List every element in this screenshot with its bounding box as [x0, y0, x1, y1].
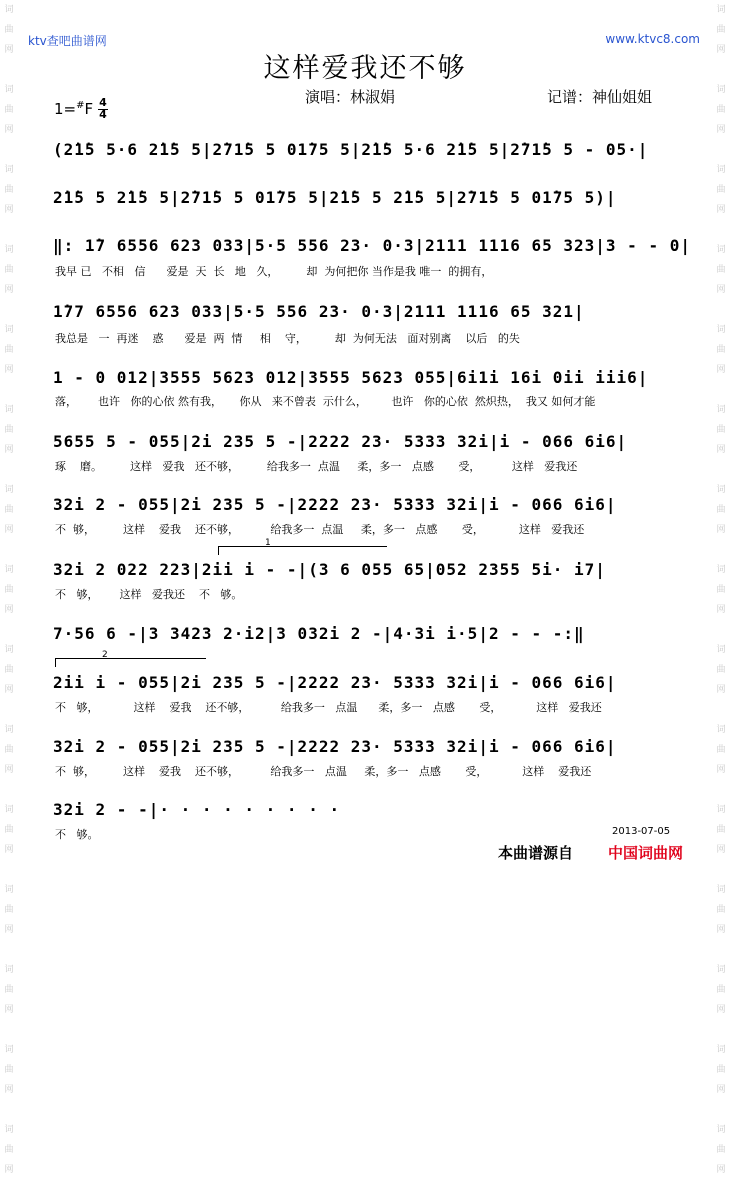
first-ending-number: 1 — [265, 538, 271, 548]
watermark-left: 词 曲 网 词 曲 网 词 曲 网 词 曲 网 词 曲 网 词 曲 网 词 曲 网 词 曲 网 词 曲 网 词 曲 网 词 曲 网 词 曲 网 词 曲 网 词 曲 网 词 曲 网 — [4, 5, 14, 1175]
lyrics-row-3: 我早 已 不相 信 爱是 天 长 地 久， 却 为何把你 当作是我 唯一 的拥有， — [55, 265, 493, 278]
header-site-left[interactable]: ktv查吧曲谱网 — [28, 34, 107, 48]
date-stamp: 2013-07-05 — [612, 826, 671, 837]
lyrics-row-5: 落， 也许 你的心依 然有我， 你从 来不曾表 示什么， 也许 你的心依 然炽热， 我又 如何才能 — [55, 395, 596, 408]
lyrics-row-4: 我总是 一 再迷 惑 爱是 两 情 相 守， 却 为何无法 面对别离 以后 的失 — [55, 332, 520, 345]
song-title: 这样爱我还不够 — [263, 53, 467, 84]
notation-row-1: (2̇1̇5 5·6 2̇1̇5 5|2̇71̇5 5 01̇75 5|2̇1̇5 5·6 2̇1̇5 5|2̇71̇5 5 - 05·| — [53, 140, 649, 159]
lyrics-row-11: 不 够， 这样 爱我 还不够， 给我多一 点温 柔，多一 点感 受， 这样 爱我还 — [55, 765, 592, 778]
lyrics-row-6: 琢 磨。 这样 爱我 还不够， 给我多一 点温 柔，多一 点感 受， 这样 爱我还 — [55, 460, 578, 473]
key-label: 1= — [54, 100, 77, 118]
key-note: F — [84, 100, 94, 118]
notation-row-6: 5655 5 - 055|2i 235 5 -|2222 23· 5333 32i|i - 066 6i6| — [53, 432, 628, 451]
notation-row-9: 7·56 6 -|3 3423 2·i2|3 032i 2 -|4·3i i·5|2 - - -:‖ — [53, 624, 585, 643]
notation-row-7: 32i 2 - 055|2i 235 5 -|2222 23· 5333 32i|i - 066 6i6| — [53, 495, 617, 514]
lyrics-row-8: 不 够， 这样 爱我还 不 够。 — [55, 588, 243, 601]
key-signature — [54, 100, 93, 118]
notation-row-2: 2̇1̇5 5 2̇1̇5 5|2̇71̇5 5 01̇75 5|2̇1̇5 5 2̇1̇5 5|2̇71̇5 5 01̇75 5)| — [53, 188, 617, 207]
lyrics-row-10: 不 够， 这样 爱我 还不够， 给我多一 点温 柔，多一 点感 受， 这样 爱我还 — [55, 701, 602, 714]
time-signature — [98, 98, 108, 120]
singer-credit: 演唱：林淑娟 — [305, 88, 396, 106]
notation-row-11: 32i 2 - 055|2i 235 5 -|2222 23· 5333 32i|i - 066 6i6| — [53, 737, 617, 756]
time-top: 4 — [99, 96, 107, 109]
watermark-right: 词 曲 网 词 曲 网 词 曲 网 词 曲 网 词 曲 网 词 曲 网 词 曲 网 词 曲 网 词 曲 网 词 曲 网 词 曲 网 词 曲 网 词 曲 网 词 曲 网 词 曲 网 — [716, 5, 726, 1175]
notation-row-5: 1 - 0 012|3555 5623 012|3555 5623 055|6i1i 16i 0ii iii6| — [53, 368, 649, 387]
first-ending-bracket — [218, 538, 387, 555]
source-label: 本曲谱源自 — [498, 844, 574, 862]
time-bottom: 4 — [99, 108, 107, 121]
header-site-right[interactable]: www.ktvc8.com — [605, 32, 700, 46]
notation-row-3: ‖: 1̇7 6556 623 033|5·5 556 23· 0·3|2111 1116 65 323|3 - - 0| — [53, 236, 691, 255]
notation-row-12: 32i 2 - -|· · · · · · · · · — [53, 800, 341, 819]
sharp-sign: # — [76, 100, 85, 111]
second-ending-bracket — [55, 650, 206, 667]
second-ending-number: 2 — [102, 650, 108, 660]
notation-row-8: 32i 2 022 223|2ii i - -|(3 6 055 65|052 2355 5i· i7| — [53, 560, 606, 579]
lyrics-row-7: 不 够， 这样 爱我 还不够， 给我多一 点温 柔，多一 点感 受， 这样 爱我还 — [55, 523, 585, 536]
notation-row-10: 2ii i - 055|2i 235 5 -|2222 23· 5333 32i|i - 066 6i6| — [53, 673, 617, 692]
transcriber-credit: 记谱：神仙姐姐 — [547, 88, 653, 106]
source-site-link[interactable]: 中国词曲网 — [608, 844, 684, 862]
lyrics-row-12: 不 够。 — [55, 828, 99, 841]
notation-row-4: 1̇77 6556 623 033|5·5 556 23· 0·3|2111 1116 65 321| — [53, 302, 585, 321]
